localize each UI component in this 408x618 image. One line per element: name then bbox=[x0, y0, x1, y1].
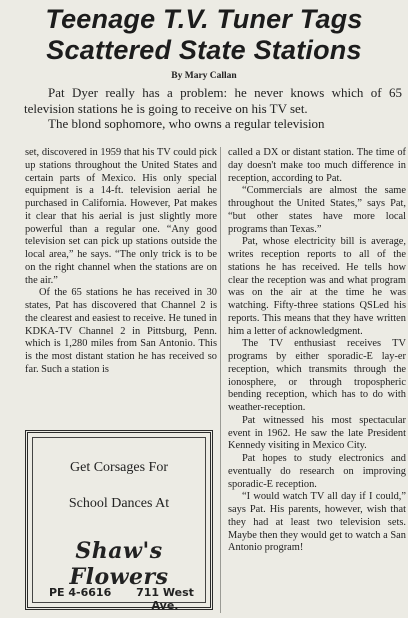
flower-shop-advertisement bbox=[25, 430, 213, 610]
ad-line-2: School Dances At bbox=[68, 496, 170, 511]
ad-phone: PE 4-6616 bbox=[49, 586, 112, 599]
lead-paragraph-2: The blond sophomore, who owns a regular television bbox=[48, 116, 325, 131]
right-paragraph-4: The TV enthusiast receives TV programs by either sporadic-E lay-er reception, which transmits through the ionosphere, or through tropospheric bending reception, which has to do with weather-reception. bbox=[228, 338, 406, 413]
right-paragraph-3: Pat, whose electricity bill is average, writes reception reports to all of the stations he has received. He tells how clear the reception was and what program was on the air at the time he was watching. Fifty-three stations QSLed his reports. This means that they have written him a letter of acknowledgment. bbox=[228, 236, 406, 337]
byline: By Mary Callan bbox=[171, 71, 237, 81]
column-divider bbox=[220, 147, 221, 613]
ad-inner-border bbox=[32, 437, 206, 612]
right-paragraph-2: “Commercials are almost the same throughout the United States,” says Pat, “but other states have more local programs than Texas.” bbox=[228, 185, 406, 235]
headline-line-1: Teenage T.V. Tuner Tags bbox=[45, 4, 363, 34]
right-paragraph-5: Pat witnessed his most spectacular event in 1962. He saw the late President Kennedy visiting in Mexico City. bbox=[228, 414, 406, 452]
ad-line-1: Get Corsages For bbox=[70, 460, 168, 475]
right-paragraph-1: called a DX or distant station. The time of day doesn't make too much difference in reception, according to Pat. bbox=[228, 147, 406, 184]
lead-paragraphs bbox=[24, 85, 402, 132]
lead-paragraph-1: Pat Dyer really has a problem: he never knows which of 65 television stations he is going to receive on his TV set. bbox=[24, 85, 402, 116]
ad-shop-name: Shaw's Flowers bbox=[69, 538, 169, 590]
headline bbox=[6, 4, 402, 66]
article-column-right bbox=[228, 147, 406, 555]
ad-address: 711 West Ave. bbox=[136, 586, 194, 612]
article-column-left bbox=[25, 147, 217, 377]
right-paragraph-6: Pat hopes to study electronics and eventually do research on improving sporadic-E reception. bbox=[228, 453, 406, 490]
headline-line-2: Scattered State Stations bbox=[46, 35, 362, 65]
left-paragraph-2: Of the 65 stations he has received in 30 states, Pat has discovered that Channel 2 is the clearest and easiest to receive. He tuned in KDKA-TV Channel 2 in Pittsburg, Penn. which is 1,280 miles from San Antonio. This is the most distant station he has received so far. Such a station is bbox=[25, 287, 217, 375]
right-paragraph-7: “I would watch TV all day if I could,” says Pat. His parents, however, wish that they had at least two television sets. Maybe then they would get to watch a San Antonio program! bbox=[228, 491, 406, 554]
left-paragraph-1: set, discovered in 1959 that his TV could pick up stations throughout the United States and certain parts of Mexico. His only special equipment is a 14-ft. television aerial he purchased in California. However, Pat makes it clear that his aerial is just slightly more powerful than a regular one. “Any good television set can pick up stations outside the local area,” he says. “The only trick is to be on the right channel when the stations are on the air.” bbox=[25, 147, 217, 286]
